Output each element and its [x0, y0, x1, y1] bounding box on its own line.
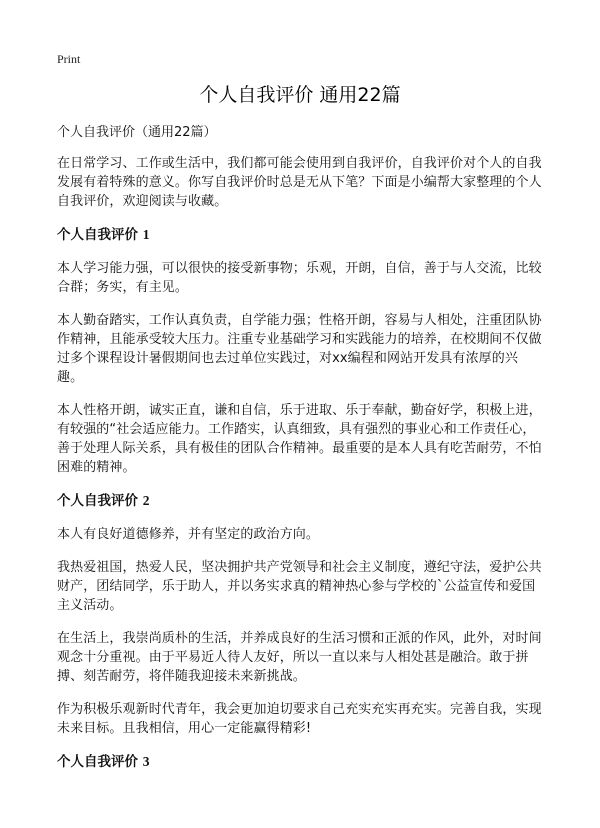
section-heading-number: 3: [142, 754, 150, 769]
paragraph: 作为积极乐观新时代青年，我会更加迫切要求自己充实充实再充实。完善自我，实现未来目标。且我相信，用心一定能赢得精彩!: [57, 702, 542, 736]
subtitle: 个人自我评价（通用22篇）: [57, 125, 217, 140]
section-heading-2: [57, 491, 543, 511]
intro-paragraph: 在日常学习、工作或生活中，我们都可能会使用到自我评价，自我评价对个人的自我发展有着特殊的意义。你写自我评价时总是无从下笔？下面是小编帮大家整理的个人自我评价，欢迎阅读与收藏。: [57, 156, 542, 209]
page-title: 个人自我评价 通用22篇: [199, 84, 401, 106]
paragraph: 在生活上，我崇尚质朴的生活，并养成良好的生活习惯和正派的作风，此外，对时间观念十分重视。由于平易近人待人友好，所以一直以来与人相处甚是融洽。敢于拼搏、刻苦耐劳，将伴随我迎接未来新挑战。: [57, 631, 542, 684]
section-heading-number: 2: [142, 493, 150, 508]
section-heading-number: 1: [142, 227, 150, 242]
section-heading-3: [57, 752, 543, 772]
paragraph: 本人勤奋踏实，工作认真负责，自学能力强；性格开朗，容易与人相处，注重团队协作精神，且能承受较大压力。注重专业基础学习和实践能力的培养，在校期间不仅做过多个课程设计暑假期间也去过单位实践过，对xx编程和网站开发具有浓厚的兴趣。: [57, 313, 542, 385]
paragraph: 本人性格开朗，诚实正直，谦和自信，乐于进取、乐于奉献，勤奋好学，积极上进，有较强的“社会适应能力。工作踏实，认真细致，具有强烈的事业心和工作责任心，善于处理人际关系，具有极佳的团队合作精神。最重要的是本人具有吃苦耐劳，不怕困难的精神。: [57, 403, 542, 475]
paragraph: 本人有良好道德修养，并有坚定的政治方向。: [57, 527, 320, 542]
print-link[interactable]: Print: [57, 52, 81, 66]
section-heading-text: 个人自我评价: [57, 493, 138, 509]
section-heading-text: 个人自我评价: [57, 754, 138, 770]
section-heading-1: [57, 225, 543, 245]
section-heading-text: 个人自我评价: [57, 227, 138, 243]
paragraph: 本人学习能力强，可以很快的接受新事物；乐观，开朗，自信，善于与人交流，比较合群；务实，有主见。: [57, 261, 542, 295]
paragraph: 我热爱祖国，热爱人民，坚决拥护共产党领导和社会主义制度，遵纪守法，爱护公共财产，团结同学，乐于助人，并以务实求真的精神热心参与学校的`公益宣传和爱国主义活动。: [57, 560, 542, 613]
